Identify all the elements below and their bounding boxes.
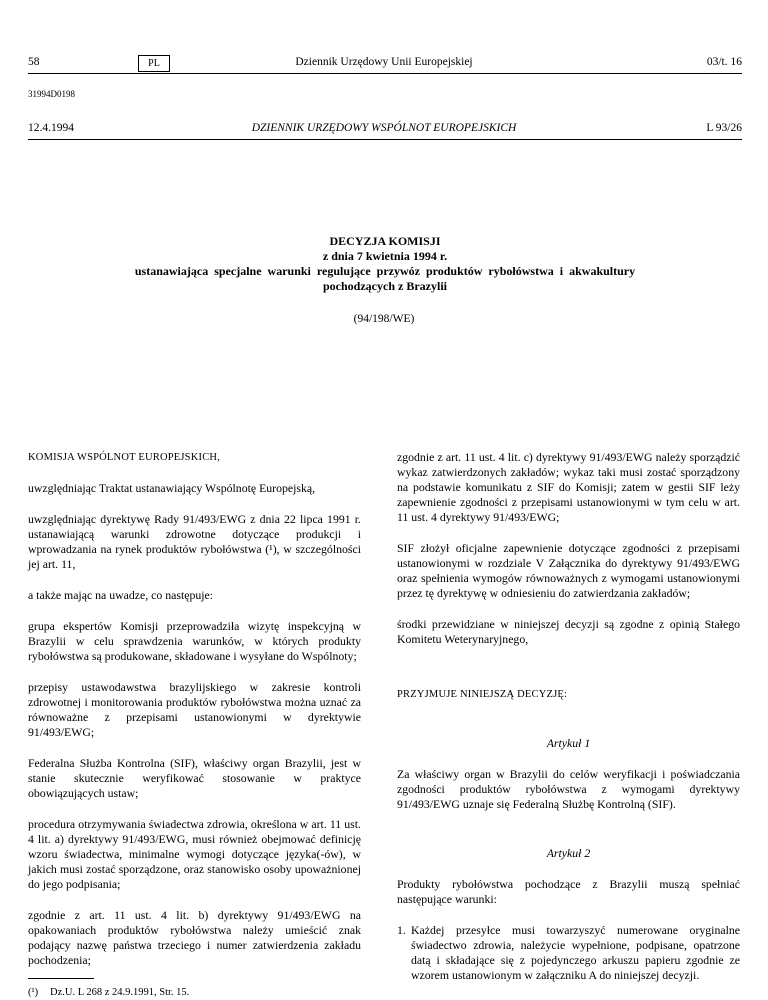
recital-certificate: procedura otrzymywania świadectwa zdrowia, określona w art. 11 ust. 4 lit. a) dyrektywy 91/493/EWG, musi również obejmować definicję wzoru świadectwa, minimalne wymogi dotyczące języka(-ów), w jakich musi zostać sporządzone, oraz stanowisko osoby upoważnionej do jego podpisania;: [28, 817, 361, 891]
issue-ref: 03/t. 16: [706, 56, 742, 68]
recital-committee: środki przewidziane w niniejszej decyzji są zgodne z opinią Stałego Komitetu Weterynaryjnego,: [397, 617, 740, 646]
page-number: 58: [28, 56, 40, 68]
title-line-3: ustanawiająca specjalne warunki regulujące przywóz produktów rybołówstwa i akwakultury: [134, 264, 636, 278]
title-line-4: pochodzących z Brazylii: [323, 279, 447, 293]
recital-sif: Federalna Służba Kontrolna (SIF), właściwy organ Brazylii, jest w stanie skutecznie weryfikować stosowanie w praktyce obowiązujących ustaw;: [28, 756, 361, 800]
right-column: [397, 450, 740, 983]
recital-treaty: uwzględniając Traktat ustanawiający Wspólnotę Europejską,: [28, 481, 316, 495]
decision-title: [28, 234, 742, 294]
list-item: [397, 923, 740, 983]
title-line-1: DECYZJA KOMISJI: [329, 234, 441, 248]
footnote-mark: (¹): [28, 987, 39, 998]
original-ref: L 93/26: [706, 122, 742, 134]
header-rule: [28, 73, 742, 74]
list-item-number: 1.: [397, 923, 406, 937]
header-rule-2: [28, 139, 742, 140]
language-box: PL: [138, 55, 170, 72]
footnote: [28, 985, 361, 1000]
title-line-2: z dnia 7 kwietnia 1994 r.: [322, 249, 448, 263]
article-1-text: Za właściwy organ w Brazylii do celów weryfikacji i poświadczania zgodności produktów rybołówstwa z wymogami dyrektywy 91/493/EWG uznaje się Federalną Służbę Kontrolną (SIF).: [397, 767, 740, 811]
article-2-title: Artykuł 2: [546, 846, 591, 860]
decision-number: (94/198/WE): [353, 313, 415, 325]
left-column: [28, 450, 361, 1000]
recital-legislation: przepisy ustawodawstwa brazylijskiego w zakresie kontroli zdrowotnej i monitorowania produktów rybołówstwa można uznać za równoważne z przepisami ustanowionymi w dyrektywie 91/493/EWG;: [28, 680, 361, 739]
document-code: 31994D0198: [28, 89, 75, 99]
article-1-title: Artykuł 1: [546, 736, 591, 750]
preamble-authority: KOMISJA WSPÓLNOT EUROPEJSKICH,: [28, 452, 221, 463]
recital-directive: uwzględniając dyrektywę Rady 91/493/EWG z dnia 22 lipca 1991 r. ustanawiającą warunki zdrowotne dotyczące produkcji i wprowadzania na rynek produktów rybołówstwa (¹), w szczególności jej art. 11,: [28, 512, 361, 571]
recital-list: zgodnie z art. 11 ust. 4 lit. c) dyrektywy 91/493/EWG należy sporządzić wykaz zatwierdzonych zakładów; wykaz taki musi zostać sporządzony na podstawie komunikatu z SIF do Komisji; zatem w gestii SIF leży zapewnienie zgodności z przepisami ustanowionymi w tym celu w art. 11 ust. 4 dyrektywy 91/493/EWG;: [397, 450, 740, 524]
article-2-text: Produkty rybołówstwa pochodzące z Brazylii muszą spełniać następujące warunki:: [397, 877, 740, 906]
footnote-text: Dz.U. L 268 z 24.9.1991, Str. 15.: [50, 987, 190, 998]
enacting-formula: PRZYJMUJE NINIEJSZĄ DECYZJĘ:: [397, 689, 568, 700]
original-date: 12.4.1994: [28, 122, 74, 134]
footnote-rule: [28, 978, 94, 979]
recital-assurance: SIF złożył oficjalne zapewnienie dotyczące zgodności z przepisami ustanowionymi w rozdziale V Załącznika do dyrektywy 91/493/EWG oraz spełnienia wymogów równoważnych z wymogami ustanowionymi przez tę dyrektywę w odniesieniu do zatwierdzania zakładów;: [397, 541, 740, 600]
recital-inspection: grupa ekspertów Komisji przeprowadziła wizytę inspekcyjną w Brazylii w celu sprawdzenia warunków, w których produkty rybołówstwa są produkowane, składowane i wysyłane do Wspólnoty;: [28, 619, 361, 663]
list-item-text: Każdej przesyłce musi towarzyszyć numerowane oryginalne świadectwo zdrowia, należycie wypełnione, podpisane, opatrzone datą i składające się z pojedynczego arkuszu papieru zgodnie ze wzorem ustanowionym w załączniku A do niniejszej decyzji.: [411, 923, 740, 982]
journal-title: Dziennik Urzędowy Unii Europejskiej: [295, 56, 473, 68]
original-journal: DZIENNIK URZĘDOWY WSPÓLNOT EUROPEJSKICH: [251, 122, 517, 134]
recital-packaging: zgodnie z art. 11 ust. 4 lit. b) dyrektywy 91/493/EWG na opakowaniach produktów rybołówstwa należy umieścić znak podający nazwę państwa trzeciego i numer zatwierdzenia zakładu pochodzenia;: [28, 908, 361, 967]
recital-whereas: a także mając na uwadze, co następuje:: [28, 588, 214, 602]
